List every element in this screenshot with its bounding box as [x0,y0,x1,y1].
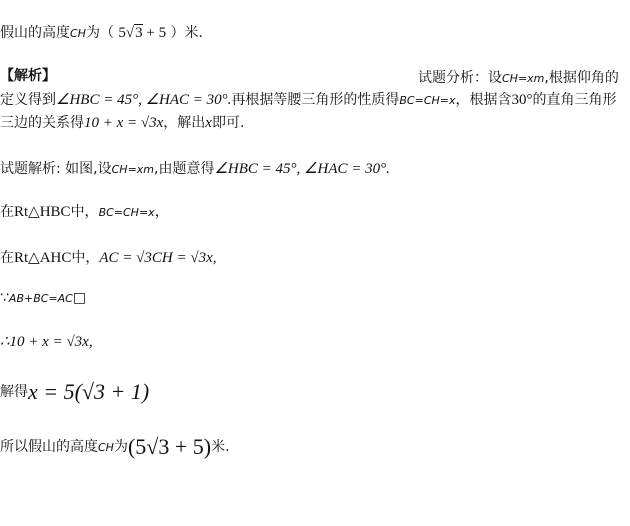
answer-text: 假山的高度 [0,25,70,41]
analysis-line3-pre: 三边的关系得 [0,115,84,131]
solution-intro-mid: ,由题意得 [154,161,215,177]
rt1-pre: 在 [0,204,14,220]
solution-rt2 [0,248,217,268]
solution-intro-pre: 试题解析: 如图,设 [0,161,112,177]
because-var: AB+BC=AC [8,292,73,305]
because-box: □ [72,290,87,306]
rt1-tri: Rt△HBC [14,204,71,220]
solution-intro-var: CH=xm [111,163,155,176]
answer-sqrt: √ [125,25,135,41]
answer-close: ）米． [166,25,213,41]
solution-intro [0,159,390,180]
final-pre: 所以假山的高度 [0,439,98,455]
analysis-line2-pre: 定义得到 [0,92,56,108]
final-end: 米. [211,439,230,455]
analysis-line2-end: 的直角三角形 [532,92,617,108]
answer-5: 5 [118,25,126,41]
analysis-right-var: CH=xm [502,72,545,85]
rt2-mid: 中， [71,250,100,266]
analysis-right [418,68,619,89]
analysis-line2-math: ∠HBC = 45°, ∠HAC = 30°. [56,92,232,108]
analysis-line3-tail: ，解出 [163,115,206,131]
analysis-line3 [0,113,244,133]
answer-wei: 为（ [85,25,119,41]
answer-ch: CH [70,27,86,40]
rt2-pre: 在 [0,250,14,266]
analysis-line2-deg: 30° [511,92,533,108]
final-mid: 为 [113,439,128,455]
rt2-tri: Rt△AHC [14,250,72,266]
analysis-line3-x: x [205,115,212,131]
solution-intro-math: ∠HBC = 45°, ∠HAC = 30°. [214,161,390,177]
analysis-line3-end: 即可. [211,115,245,131]
solution-rt1 [0,202,169,223]
solve-math: x = 5(√3 + 1) [28,379,150,404]
analysis-line2 [0,90,617,111]
solution-because [0,288,86,309]
analysis-line2-tail: ，根据含 [455,92,512,108]
answer-line [0,23,213,44]
analysis-header: 【解析】 [0,68,56,84]
rt2-math: AC = √3CH = √3x, [99,250,217,266]
answer-three: 3 [135,25,143,41]
because-symbol: ∵ [0,290,9,306]
analysis-right-tail: ,根据仰角的 [544,70,619,86]
final-ch: CH [98,441,114,454]
solution-solve [0,379,150,404]
solution-final [0,434,230,459]
analysis-line2-var: BC=CH=x [399,94,456,107]
analysis-line2-mid: 再根据等腰三角形的性质得 [231,92,400,108]
rt1-mid: 中， [70,204,99,220]
final-math: (5√3 + 5) [127,434,212,459]
answer-plus5: + 5 [142,25,167,41]
analysis-right-text: 试题分析：设 [418,70,502,86]
rt1-var: BC=CH=x [98,206,155,219]
solve-pre: 解得 [0,384,28,400]
analysis-line3-math: 10 + x = √3x [84,115,164,131]
solution-therefore: ∴10 + x = √3x, [0,334,93,350]
rt1-end: ， [154,204,169,220]
